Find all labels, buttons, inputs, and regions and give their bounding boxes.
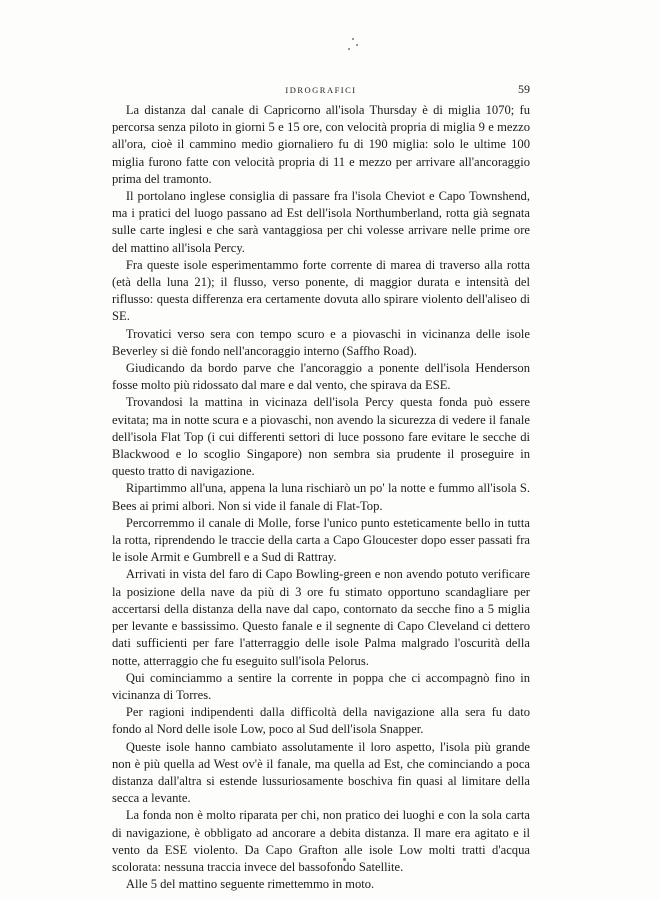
ink-speck — [352, 38, 354, 40]
paragraph: Ripartimmo all'una, appena la luna rischiarò un po' la notte e fummo all'isola S. Bees ai primi albori. Non si vide il fanale di Flat-Top. — [112, 481, 530, 513]
running-head: IDROGRAFICI — [285, 85, 357, 95]
ink-speck — [356, 44, 358, 46]
body-text — [112, 102, 530, 893]
paragraph: Alle 5 del mattino seguente rimettemmo in moto. — [125, 877, 375, 892]
paragraph: Per ragioni indipendenti dalla difficoltà della navigazione alla sera fu dato fondo al Nord delle isole Low, poco al Sud dell'isola Snapper. — [112, 705, 530, 737]
paragraph: Il portolano inglese consiglia di passare fra l'isola Cheviot e Capo Townshend, ma i pratici del luogo passano ad Est dell'isola Northumberland, rotta già segnata sulle carte inglesi e che sarà vantaggiosa per chi volesse arrivare nelle prime ore del mattino all'isola Percy. — [112, 189, 530, 255]
paragraph: La distanza dal canale di Capricorno all'isola Thursday è di miglia 1070; fu percorsa senza piloto in giorni 5 e 15 ore, con velocità propria di miglia 9 e mezzo all'ora, cioè il cammino medio giornaliero fu di 190 miglia: solo le ultime 100 miglia furono fatte con velocità propria di 11 e mezzo per arrivare all'ancoraggio prima del tramonto. — [112, 103, 530, 186]
paragraph: Percorremmo il canale di Molle, forse l'unico punto esteticamente bello in tutta la rotta, riprendendo le traccie della carta a Capo Gloucester dopo esser passati fra le isole Armit e Gumbrell e a Sud di Rattray. — [112, 515, 530, 565]
paragraph: Trovatici verso sera con tempo scuro e a piovaschi in vicinanza delle isole Beverley si diè fondo nell'ancoraggio interno (Saffho Road). — [112, 326, 530, 358]
ink-speck — [348, 48, 350, 50]
page-number: 59 — [518, 82, 530, 96]
paragraph: Trovandosi la mattina in vicinaza dell'isola Percy questa fonda può essere evitata; ma in notte scura e a piovaschi, non avendo la sicurezza di vedere il fanale dell'isola Flat Top (i cui differenti settori di luce possono fare evitare le secche di Blackwood e lo scoglio Singapore) non sembra sia prudente il proseguire in questo tratto di navigazione. — [112, 395, 530, 479]
page-header — [112, 82, 530, 98]
paragraph: Arrivati in vista del faro di Capo Bowling-green e non avendo potuto verificare la posizione della nave da più di 3 ore fu stimato opportuno scandagliare per accertarsi della distanza della nave dal capo, contornato da secche fino a 5 miglia per levante e bassissimo. Questo fanale e il segnente di Capo Cleveland ci dettero dati sufficienti per fare l'atterraggio delle isole Palma malgrado l'oscurità della notte, atterraggio che fu eseguito sull'isola Pelorus. — [112, 567, 530, 668]
paragraph: Giudicando da bordo parve che l'ancoraggio a ponente dell'isola Henderson fosse molto più ridossato dal mare e dal vento, che spirava da ESE. — [112, 361, 530, 393]
paragraph: La fonda non è molto riparata per chi, non pratico dei luoghi e con la sola carta di navigazione, è obbligato ad ancorare a debita distanza. Il mare era agitato e il vento da ESE violento. Da Capo Grafton alle isole Low molti tratti d'acqua scolorata: nessuna traccia invece del bassofondo Satellite. — [112, 808, 530, 874]
paragraph: Qui cominciammo a sentire la corrente in poppa che ci accompagnò fino in vicinanza di Torres. — [112, 670, 530, 702]
paragraph: Queste isole hanno cambiato assolutamente il loro aspetto, l'isola più grande non è più quella ad West ov'è il fanale, ma quella ad Est, che cominciando a poca distanza dall'altra si estende lussuriosamente boschiva fin quasi al limitare della secca a levante. — [112, 739, 530, 806]
paragraph: Fra queste isole esperimentammo forte corrente di marea di traverso alla rotta (età della luna 21); il flusso, verso ponente, di maggior durata e intensità del riflusso: questa differenza era certamente dovuta allo spirare violento dell'aliseo di SE. — [112, 257, 530, 324]
